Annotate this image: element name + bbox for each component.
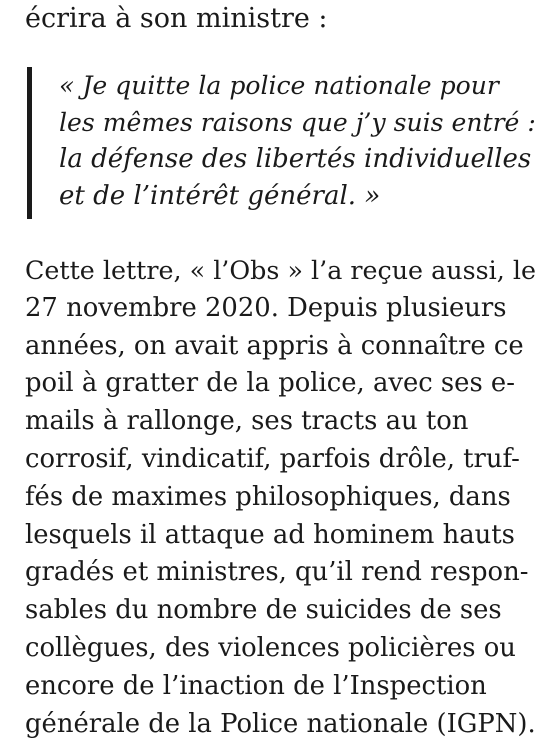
quote-line: les mêmes raisons que j’y suis entré : (59, 108, 536, 137)
paragraph-line: Cette lettre, « l’Obs » l’a reçue aussi, le (25, 255, 536, 285)
paragraph-line: lesquels il attaque ad hominem hauts (25, 519, 515, 550)
paragraph-line: sables du nombre de suicides de ses (25, 595, 502, 626)
quote-line: la défense des libertés individuelles (59, 144, 532, 174)
paragraph-line: poil à gratter de la police, avec ses e- (25, 368, 515, 399)
paragraph-line: mails à rallonge, ses tracts au ton (25, 406, 469, 437)
paragraph-line: encore de l’inaction de l’Inspection (25, 670, 487, 701)
quote-line: et de l’intérêt général. » (59, 181, 381, 211)
paragraph-line: gradés et ministres, qu’il rend respon- (25, 557, 529, 588)
paragraph-line: fés de maximes philosophiques, dans (25, 481, 511, 512)
paragraph-line: générale de la Police nationale (IGPN). (25, 708, 536, 739)
quote-line: « Je quitte la police nationale pour (59, 71, 499, 100)
intro-text: écrira à son ministre : (25, 3, 328, 34)
body-paragraph (25, 252, 536, 743)
paragraph-line: collègues, des violences policières ou (25, 632, 516, 663)
paragraph-line: années, on avait appris à connaître ce (25, 330, 524, 361)
paragraph-line: corrosif, vindicatif, parfois drôle, truf- (25, 443, 520, 474)
paragraph-line: 27 novembre 2020. Depuis plusieurs (25, 292, 507, 323)
blockquote (27, 67, 536, 219)
